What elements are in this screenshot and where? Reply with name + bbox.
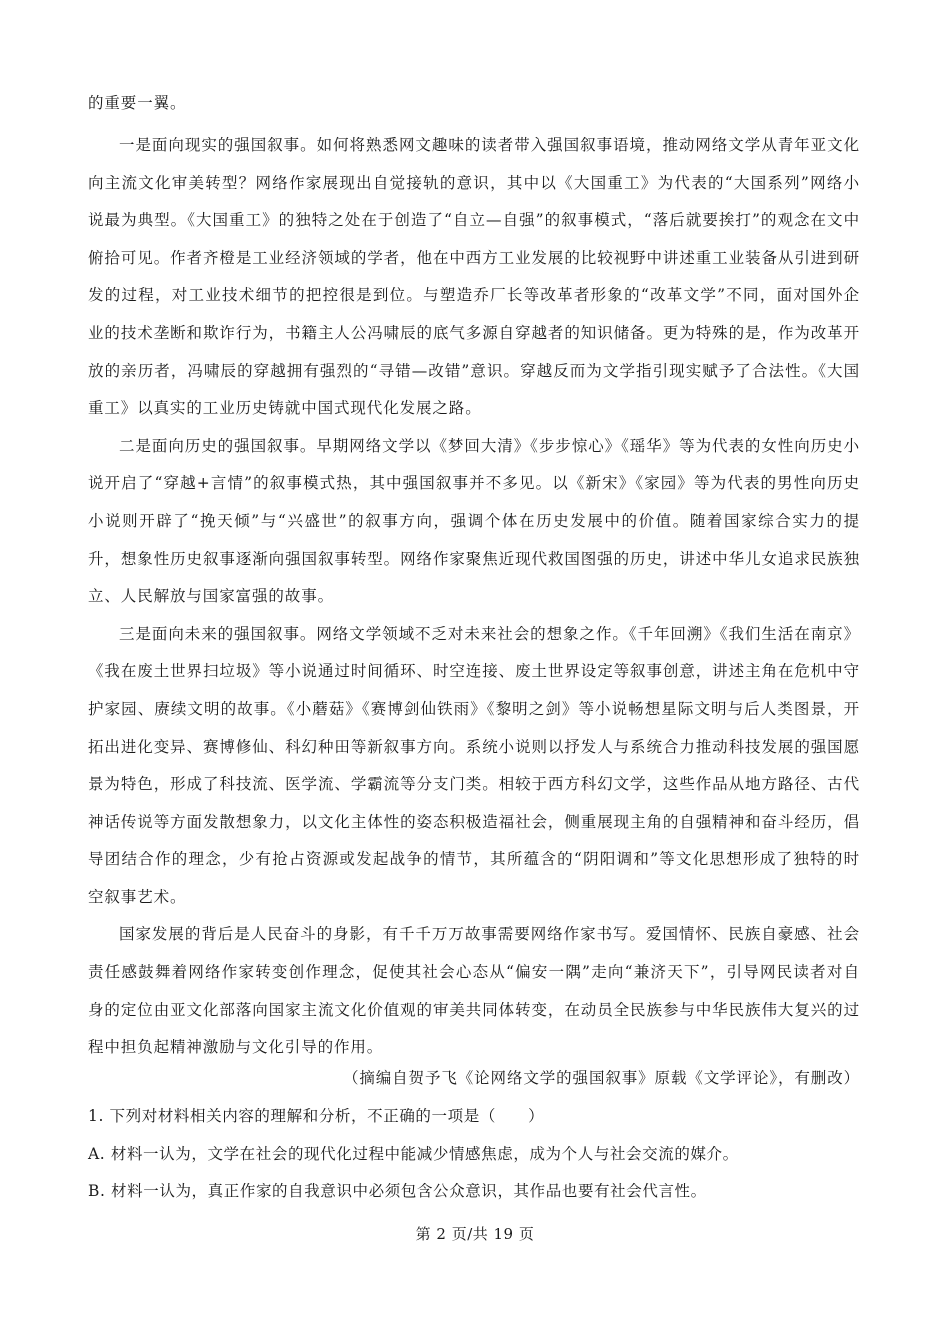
paragraph-historical-narrative: 二是面向历史的强国叙事。早期网络文学以《梦回大清》《步步惊心》《瑶华》等为代表的女性向历史小说开启了“穿越+言情”的叙事模式热，其中强国叙事并不多见。以《新宋》《家园》等为代表的男性向历史小说则开辟了“挽天倾”与“兴盛世”的叙事方向，强调个体在历史发展中的价值。随着国家综合实力的提升，想象性历史叙事逐渐向强国叙事转型。网络作家聚焦近现代救国图强的历史，讲述中华儿女追求民族独立、人民解放与国家富强的故事。: [88, 436, 860, 606]
question-option-b: B. 材料一认为，真正作家的自我意识中必须包含公众意识，其作品也要有社会代言性。: [88, 1182, 707, 1200]
page-footer: 第 2 页/共 19 页: [415, 1225, 535, 1243]
paragraph-conclusion: 国家发展的背后是人民奋斗的身影，有千千万万故事需要网络作家书写。爱国情怀、民族自豪感、社会责任感鼓舞着网络作家转变创作理念，促使其社会心态从“偏安一隅”走向“兼济天下”，引导网民读者对自身的定位由亚文化部落向国家主流文化价值观的审美共同体转变，在动员全民族参与中华民族伟大复兴的过程中担负起精神激励与文化引导的作用。: [88, 925, 860, 1057]
article-body: [88, 127, 860, 1067]
question-option-a: A. 材料一认为，文学在社会的现代化过程中能减少情感焦虑，成为个人与社会交流的媒介。: [88, 1145, 739, 1163]
paragraph-future-narrative: 三是面向未来的强国叙事。网络文学领域不乏对未来社会的想象之作。《千年回溯》《我们生活在南京》《我在废土世界扫垃圾》等小说通过时间循环、时空连接、废土世界设定等叙事创意，讲述主角在危机中守护家园、赓续文明的故事。《小蘑菇》《赛博剑仙铁雨》《黎明之剑》等小说畅想星际文明与后人类图景，开拓出进化变异、赛博修仙、科幻种田等新叙事方向。系统小说则以抒发人与系统合力推动科技发展的强国愿景为特色，形成了科技流、医学流、学霸流等分支门类。相较于西方科幻文学，这些作品从地方路径、古代神话传说等方面发散想象力，以文化主体性的姿态积极造福社会，侧重展现主角的自强精神和奋斗经历，倡导团结合作的理念，少有抢占资源或发起战争的情节，其所蕴含的“阴阳调和”等文化思想形成了独特的时空叙事艺术。: [88, 624, 860, 906]
paragraph-realistic-narrative: 一是面向现实的强国叙事。如何将熟悉网文趣味的读者带入强国叙事语境，推动网络文学从青年亚文化向主流文化审美转型？网络作家展现出自觉接轨的意识，其中以《大国重工》为代表的“大国系列”网络小说最为典型。《大国重工》的独特之处在于创造了“自立—自强”的叙事模式，“落后就要挨打”的观念在文中俯拾可见。作者齐橙是工业经济领域的学者，他在中西方工业发展的比较视野中讲述重工业装备从引进到研发的过程，对工业技术细节的把控很是到位。与塑造乔厂长等改革者形象的“改革文学”不同，面对国外企业的技术垄断和欺诈行为，书籍主人公冯啸辰的底气多源自穿越者的知识储备。更为特殊的是，作为改革开放的亲历者，冯啸辰的穿越拥有强烈的“寻错—改错”意识。穿越反而为文学指引现实赋予了合法性。《大国重工》以真实的工业历史铸就中国式现代化发展之路。: [88, 136, 860, 418]
continuation-line: 的重要一翼。: [88, 94, 187, 112]
source-citation: （摘编自贺予飞《论网络文学的强国叙事》原载《文学评论》，有删改）: [342, 1069, 860, 1087]
question-stem: 1. 下列对材料相关内容的理解和分析，不正确的一项是（ ）: [88, 1107, 545, 1125]
